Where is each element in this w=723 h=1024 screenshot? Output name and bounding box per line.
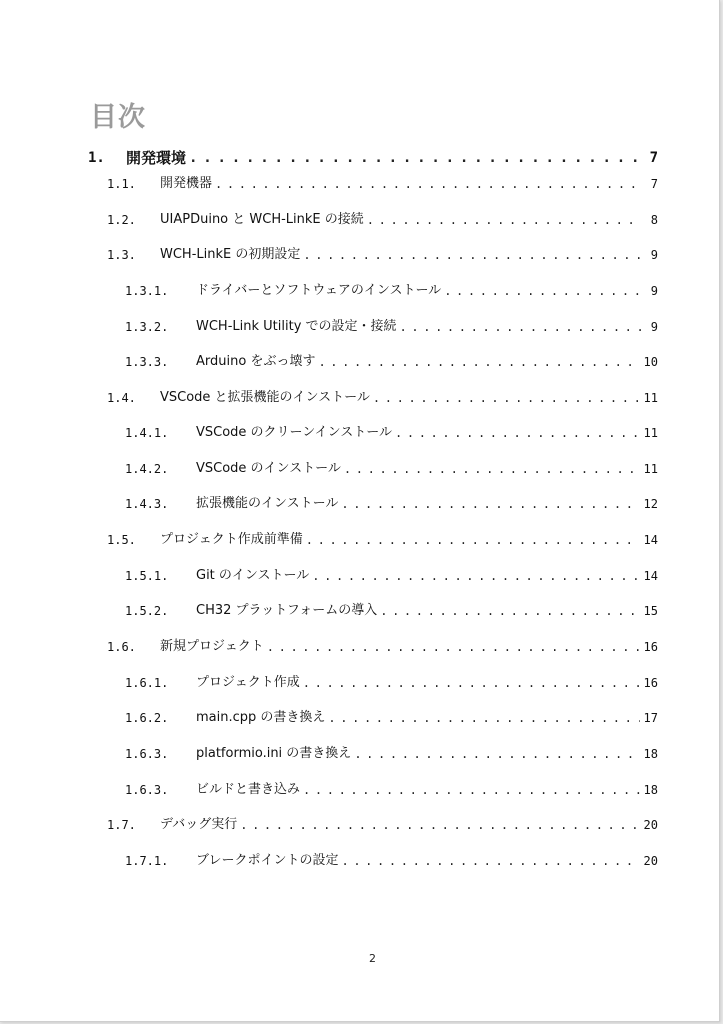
toc-entry-page: 7	[650, 177, 658, 191]
toc-entry[interactable]	[125, 672, 658, 694]
toc-entry-title: 新規プロジェクト	[160, 639, 264, 654]
toc-leader-dots	[373, 387, 640, 409]
toc-entry-title: WCH-Link Utility での設定・接続	[196, 319, 397, 334]
toc-entry-page: 16	[643, 640, 658, 654]
toc-entry-number: 1.2.	[107, 213, 136, 227]
toc-entry-title: VSCode のクリーンインストール	[196, 425, 392, 440]
toc-entry-number: 1.6.3.	[125, 747, 169, 761]
toc-entry-number: 1.3.1.	[125, 284, 169, 298]
toc-entry-title: 開発機器	[160, 176, 213, 191]
toc-entry-page: 11	[643, 391, 658, 405]
toc-leader-dots	[344, 458, 640, 480]
toc-entry[interactable]	[125, 316, 658, 338]
toc-entry-page: 20	[643, 818, 658, 832]
toc-entry-page: 17	[643, 711, 658, 725]
toc-leader-dots	[306, 529, 640, 551]
toc-entry-page: 9	[650, 320, 658, 334]
toc-entry-page: 9	[650, 284, 658, 298]
toc-entry-title: ドライバーとソフトウェアのインストール	[196, 283, 442, 298]
toc-entry-number: 1.4.2.	[125, 462, 169, 476]
toc-leader-dots	[444, 280, 642, 302]
toc-leader-dots	[318, 351, 639, 373]
toc-leader-dots	[354, 743, 639, 765]
toc-leader-dots	[341, 850, 639, 872]
toc-entry-number: 1.5.2.	[125, 604, 169, 618]
toc-entry-page: 14	[643, 533, 658, 547]
toc-entry-title: ブレークポイントの設定	[196, 853, 339, 868]
toc-leader-dots	[367, 209, 642, 231]
toc-entry-number: 1.6.3.	[125, 783, 169, 797]
toc-entry-number: 1.5.	[107, 533, 136, 547]
toc-entry-number: 1.6.	[107, 640, 136, 654]
toc-entry[interactable]	[107, 244, 658, 266]
toc-entry-page: 12	[643, 497, 658, 511]
toc-entry-number: 1.7.1.	[125, 854, 169, 868]
toc-leader-dots	[380, 600, 639, 622]
toc-entry[interactable]	[125, 779, 658, 801]
toc-leader-dots	[400, 316, 642, 338]
toc-entry-number: 1.	[88, 150, 105, 166]
toc-entry[interactable]	[107, 529, 658, 551]
toc-entry-title: ビルドと書き込み	[196, 782, 301, 797]
toc-leader-dots	[303, 672, 640, 694]
toc-entry[interactable]	[107, 173, 658, 195]
toc-entry[interactable]	[125, 458, 658, 480]
toc-leader-dots	[267, 636, 640, 658]
toc-entry-number: 1.3.2.	[125, 320, 169, 334]
toc-entry-title: 開発環境	[126, 149, 187, 167]
toc-entry-page: 10	[643, 355, 658, 369]
toc-entry-number: 1.4.	[107, 391, 136, 405]
toc-leader-dots	[395, 422, 640, 444]
toc-entry[interactable]	[125, 280, 658, 302]
toc-entry-title: プロジェクト作成前準備	[160, 532, 303, 547]
toc-leader-dots	[328, 707, 639, 729]
toc-entry-number: 1.3.	[107, 248, 136, 262]
toc-entry-number: 1.1.	[107, 177, 136, 191]
toc-entry-number: 1.6.2.	[125, 711, 169, 725]
toc-entry-title: VSCode のインストール	[196, 461, 341, 476]
toc-entry-title: Git のインストール	[196, 568, 310, 583]
toc-entry-page: 20	[643, 854, 658, 868]
toc-entry-page: 16	[643, 676, 658, 690]
toc-entry[interactable]	[107, 636, 658, 658]
toc-entry-title: VSCode と拡張機能のインストール	[160, 390, 370, 405]
toc-entry[interactable]	[125, 707, 658, 729]
toc-entry-page: 9	[650, 248, 658, 262]
toc-entry[interactable]	[125, 743, 658, 765]
toc-entry-title: 拡張機能のインストール	[196, 496, 339, 511]
toc-entry-page: 11	[643, 426, 658, 440]
toc-leader-dots	[189, 147, 642, 169]
toc-leader-dots	[303, 779, 640, 801]
toc-entry[interactable]	[88, 147, 658, 169]
toc-entry-title: CH32 プラットフォームの導入	[196, 603, 378, 618]
toc-leader-dots	[303, 244, 642, 266]
toc-entry[interactable]	[125, 600, 658, 622]
toc-leader-dots	[215, 173, 642, 195]
toc-entry-title: UIAPDuino と WCH-LinkE の接続	[160, 212, 364, 227]
toc-entry-title: platformio.ini の書き換え	[196, 746, 352, 761]
toc-leader-dots	[240, 814, 639, 836]
toc-leader-dots	[312, 565, 639, 587]
toc-entry[interactable]	[107, 209, 658, 231]
toc-entry-number: 1.4.1.	[125, 426, 169, 440]
toc-entry[interactable]	[107, 814, 658, 836]
toc-entry[interactable]	[125, 422, 658, 444]
toc-leader-dots	[341, 493, 639, 515]
toc-entry[interactable]	[125, 850, 658, 872]
toc-entry[interactable]	[125, 351, 658, 373]
toc-entry-page: 8	[650, 213, 658, 227]
toc-entry-title: デバッグ実行	[160, 817, 238, 832]
toc-entry[interactable]	[125, 565, 658, 587]
toc-entry-page: 14	[643, 569, 658, 583]
toc-entry-title: プロジェクト作成	[196, 675, 300, 690]
page-number: 2	[369, 952, 376, 965]
toc-entry-title: Arduino をぶっ壊す	[196, 354, 316, 369]
toc-entry-page: 18	[643, 747, 658, 761]
toc-entry-page: 15	[643, 604, 658, 618]
toc-entry-number: 1.5.1.	[125, 569, 169, 583]
toc-entry[interactable]	[107, 387, 658, 409]
toc-entry-number: 1.4.3.	[125, 497, 169, 511]
toc-entry-number: 1.6.1.	[125, 676, 169, 690]
toc-entry-number: 1.7.	[107, 818, 136, 832]
toc-entry-page: 18	[643, 783, 658, 797]
toc-entry-page: 7	[649, 150, 658, 166]
toc-entry-number: 1.3.3.	[125, 355, 169, 369]
toc-entry-title: main.cpp の書き換え	[196, 710, 326, 725]
toc-heading: 目次	[90, 102, 146, 133]
toc-entry-title: WCH-LinkE の初期設定	[160, 247, 301, 262]
toc-entry-page: 11	[643, 462, 658, 476]
toc-entry[interactable]	[125, 493, 658, 515]
